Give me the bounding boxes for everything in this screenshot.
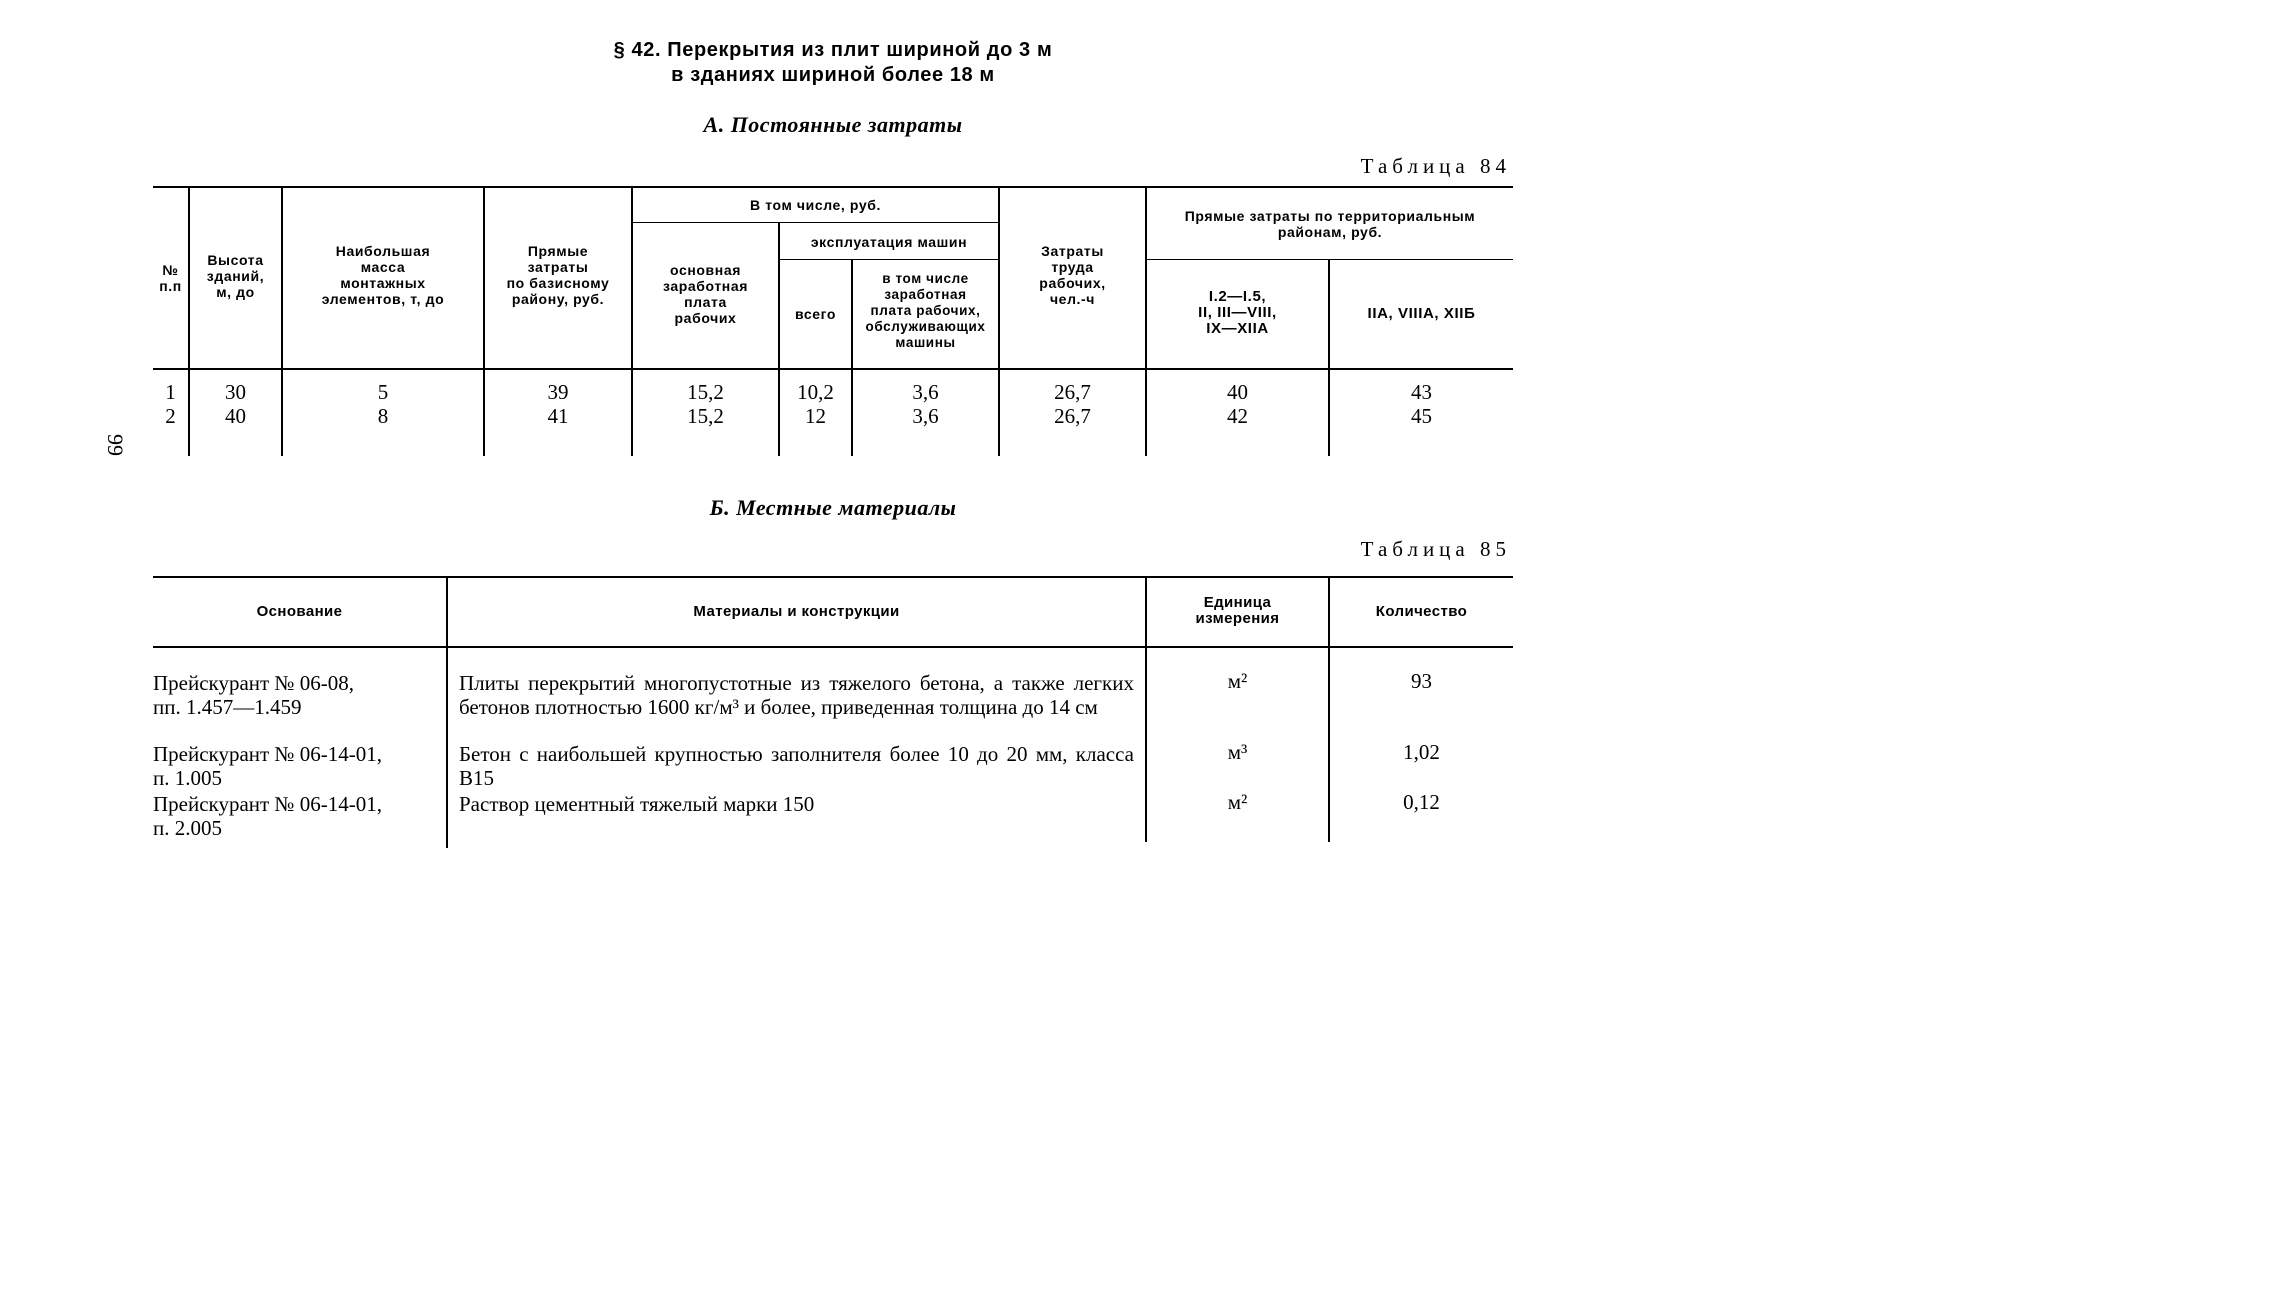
t85-header-qty: Количество bbox=[1375, 603, 1468, 620]
table85-label: Таблица 85 bbox=[1360, 537, 1511, 561]
section-title-line2: в зданиях шириной более 18 м bbox=[671, 64, 995, 86]
t84-header-wage: основная заработная плата рабочих bbox=[662, 262, 749, 326]
t84-r1-region1: 40 bbox=[1227, 380, 1248, 404]
page-number: 99 bbox=[103, 434, 128, 456]
t84-header-region2: IIA, VIIIA, XIIБ bbox=[1367, 305, 1476, 322]
t84-header-labor: Затраты труда рабочих, чел.-ч bbox=[1039, 243, 1106, 307]
t84-r1-mass: 5 bbox=[377, 380, 389, 404]
t84-header-height: Высота зданий, м, до bbox=[206, 252, 265, 300]
t85-r1-qty: 93 bbox=[1411, 669, 1432, 693]
t84-top-border bbox=[153, 186, 1513, 188]
t85-r3-qty: 0,12 bbox=[1403, 790, 1440, 814]
t84-r1-mach-wage: 3,6 bbox=[912, 380, 939, 404]
t85-header-materials: Материалы и конструкции bbox=[693, 603, 900, 620]
t85-r1-basis: Прейскурант № 06-08, пп. 1.457—1.459 bbox=[153, 671, 354, 719]
t84-r2-wage: 15,2 bbox=[687, 404, 724, 428]
t84-r1-region2: 43 bbox=[1411, 380, 1432, 404]
t84-line-machines bbox=[779, 259, 999, 260]
t84-r2-mach-wage: 3,6 bbox=[912, 404, 939, 428]
t84-header-mach-total: всего bbox=[794, 306, 837, 322]
subhead-b: Б. Местные материалы bbox=[709, 495, 957, 520]
t85-r2-basis: Прейскурант № 06-14-01, п. 1.005 bbox=[153, 742, 382, 790]
t84-r2-num: 2 bbox=[165, 404, 176, 428]
t84-r2-direct: 41 bbox=[547, 404, 569, 428]
t84-r2-region1: 42 bbox=[1227, 404, 1248, 428]
t84-header-region1: I.2—I.5, II, III—VIII, IX—XIIA bbox=[1198, 288, 1277, 337]
t84-header-machines: эксплуатация машин bbox=[810, 234, 968, 250]
t85-r3-material: Раствор цементный тяжелый марки 150 bbox=[459, 792, 815, 816]
t84-r1-wage: 15,2 bbox=[687, 380, 724, 404]
t85-r3-unit: м² bbox=[1227, 790, 1248, 814]
section-title bbox=[0, 38, 1666, 88]
t85-header-unit: Единица измерения bbox=[1195, 594, 1280, 627]
section-title-line1: § 42. Перекрытия из плит шириной до 3 м bbox=[613, 39, 1053, 61]
t84-r2-height: 40 bbox=[225, 404, 246, 428]
t85-r1-unit: м² bbox=[1227, 669, 1248, 693]
t84-header-mass: Наибольшая масса монтажных элементов, т, до bbox=[321, 243, 445, 307]
t84-header-bottom bbox=[153, 368, 1513, 370]
t84-r2-labor: 26,7 bbox=[1054, 404, 1091, 428]
t84-header-incl: В том числе, руб. bbox=[750, 197, 881, 213]
t84-r1-height: 30 bbox=[225, 380, 246, 404]
t85-r3-basis: Прейскурант № 06-14-01, п. 2.005 bbox=[153, 792, 382, 840]
t84-header-direct: Прямые затраты по базисному району, руб. bbox=[506, 243, 610, 307]
t85-header-bottom bbox=[153, 646, 1513, 648]
t84-r2-mass: 8 bbox=[377, 404, 389, 428]
t84-r1-direct: 39 bbox=[547, 380, 569, 404]
t84-r2-region2: 45 bbox=[1411, 404, 1432, 428]
t85-r2-unit: м³ bbox=[1227, 740, 1248, 764]
t84-header-territorial: Прямые затраты по территориальным районам, руб. bbox=[1184, 208, 1476, 240]
t84-line-incl bbox=[632, 222, 999, 223]
t84-r1-mach-total: 10,2 bbox=[797, 380, 834, 404]
table84-label: Таблица 84 bbox=[1360, 154, 1511, 178]
t84-r1-labor: 26,7 bbox=[1054, 380, 1091, 404]
t85-header-basis: Основание bbox=[256, 603, 343, 620]
t84-header-num: № п.п bbox=[159, 262, 182, 294]
t85-r2-qty: 1,02 bbox=[1403, 740, 1440, 764]
t84-r2-mach-total: 12 bbox=[805, 404, 826, 428]
t85-r2-material: Бетон с наибольшей крупностью заполнителя более 10 до 20 мм, класса В15 bbox=[459, 742, 1134, 790]
t85-r1-material: Плиты перекрытий многопустотные из тяжелого бетона, а также легких бетонов плотностью 1600 кг/м³ и более, приведенная толщина до 14 см bbox=[459, 671, 1134, 719]
t85-top-border bbox=[153, 576, 1513, 578]
t84-r1-num: 1 bbox=[165, 380, 176, 404]
subhead-a: А. Постоянные затраты bbox=[703, 112, 963, 137]
t84-header-mach-wage: в том числе заработная плата рабочих, обслуживающих машины bbox=[865, 271, 986, 350]
